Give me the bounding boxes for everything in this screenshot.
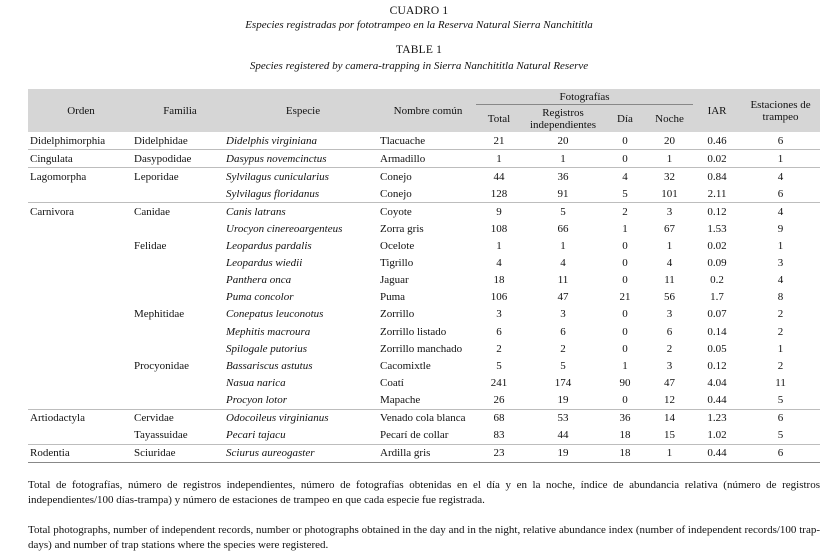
cell-orden: Lagomorpha <box>28 168 134 186</box>
cell-registros: 47 <box>557 291 569 304</box>
cell-nombre-comun: Coatí <box>380 376 404 389</box>
header-nombre-comun: Nombre común <box>380 89 476 132</box>
cell-orden <box>28 255 134 272</box>
cell-dia: 2 <box>604 203 646 221</box>
cell-orden <box>28 220 134 237</box>
cell-estaciones: 6 <box>741 444 820 462</box>
cell-estaciones: 5 <box>777 429 784 442</box>
table-row <box>28 340 820 357</box>
cell-familia: Didelphidae <box>134 134 188 147</box>
cell-registros: 174 <box>554 376 572 389</box>
cell-noche: 4 <box>666 257 673 270</box>
cell-registros: 19 <box>522 444 604 462</box>
header-fotografias: Fotografías <box>476 89 693 105</box>
cell-noche: 67 <box>664 223 676 236</box>
table-row <box>28 357 820 374</box>
cell-orden <box>28 238 134 255</box>
cell-noche: 12 <box>664 393 676 406</box>
cell-dia: 90 <box>619 376 631 389</box>
cell-dia: 21 <box>619 291 631 304</box>
cell-noche: 11 <box>664 274 675 287</box>
cell-nombre-comun: Mapache <box>380 393 421 406</box>
cell-especie: Dasypus novemcinctus <box>226 150 380 168</box>
cell-iar: 0.09 <box>707 257 727 270</box>
table-body <box>28 132 820 462</box>
cell-orden <box>28 185 134 203</box>
table-title: Species registered by camera-trapping in Sierra Nanchititla Natural Reserve <box>249 60 589 72</box>
cell-total: 9 <box>476 203 522 221</box>
cell-noche: 1 <box>646 444 693 462</box>
cell-iar: 0.12 <box>693 203 741 221</box>
cell-noche: 1 <box>646 150 693 168</box>
cell-familia: Cervidae <box>134 409 226 427</box>
table-row <box>28 374 820 391</box>
cell-nombre-comun: Zorra gris <box>380 223 424 236</box>
cell-noche: 2 <box>666 342 673 355</box>
cell-familia: Canidae <box>134 203 226 221</box>
cell-estaciones: 1 <box>777 240 784 253</box>
cell-iar: 0.05 <box>707 342 727 355</box>
cell-iar: 2.11 <box>707 187 727 200</box>
cell-total: 6 <box>496 325 502 338</box>
header-total: Total <box>476 105 522 133</box>
cell-noche: 56 <box>664 291 676 304</box>
cell-iar: 0.14 <box>707 325 727 338</box>
cell-iar: 0.07 <box>707 308 727 321</box>
cell-familia <box>134 289 226 306</box>
cell-estaciones: 4 <box>741 203 820 221</box>
cell-especie: Pecari tajacu <box>226 429 286 442</box>
cell-noche: 3 <box>646 203 693 221</box>
cell-estaciones: 6 <box>777 134 784 147</box>
cell-noche: 6 <box>666 325 673 338</box>
cell-familia: Dasypodidae <box>134 150 226 168</box>
table-row <box>28 132 820 150</box>
cell-dia: 0 <box>622 257 628 270</box>
cell-especie: Sylvilagus floridanus <box>226 187 320 200</box>
cell-familia <box>134 323 226 340</box>
cell-familia <box>134 391 226 409</box>
cell-nombre-comun: Tigrillo <box>380 257 414 270</box>
cell-familia <box>134 220 226 237</box>
cell-dia: 36 <box>604 409 646 427</box>
cell-total: 44 <box>476 168 522 186</box>
cell-total: 3 <box>496 308 502 321</box>
cell-registros: 5 <box>560 359 566 372</box>
cell-noche: 47 <box>664 376 676 389</box>
cell-nombre-comun: Zorrillo listado <box>380 325 447 338</box>
cell-total: 18 <box>493 274 505 287</box>
cell-nombre-comun: Pecarí de collar <box>380 429 449 442</box>
cell-total: 26 <box>493 393 505 406</box>
table-row <box>28 203 820 221</box>
cell-dia: 0 <box>622 274 628 287</box>
cell-especie: Nasua narica <box>226 376 286 389</box>
cell-total: 2 <box>496 342 502 355</box>
cell-familia <box>134 185 226 203</box>
cell-nombre-comun: Zorrillo manchado <box>380 342 463 355</box>
table-row <box>28 409 820 427</box>
cell-registros: 11 <box>557 274 569 287</box>
species-table <box>28 89 820 463</box>
cell-especie: Canis latrans <box>226 203 380 221</box>
cell-orden <box>28 357 134 374</box>
cell-registros: 66 <box>557 223 569 236</box>
cell-registros: 36 <box>522 168 604 186</box>
cell-total: 83 <box>493 429 505 442</box>
cell-estaciones: 2 <box>777 325 784 338</box>
cell-nombre-comun: Cacomixtle <box>380 359 431 372</box>
cell-estaciones: 5 <box>777 393 784 406</box>
cell-especie: Spilogale putorius <box>226 342 307 355</box>
cell-orden <box>28 427 134 445</box>
header-estaciones: Estaciones de trampeo <box>741 89 820 132</box>
cell-nombre-comun: Armadillo <box>380 150 476 168</box>
cell-especie: Leopardus wiedii <box>226 257 303 270</box>
cell-familia <box>134 340 226 357</box>
cell-nombre-comun: Conejo <box>380 187 412 200</box>
cell-dia: 0 <box>622 308 628 321</box>
cell-estaciones: 2 <box>777 359 784 372</box>
cell-registros: 1 <box>522 150 604 168</box>
cell-iar: 0.02 <box>707 240 727 253</box>
cell-noche: 1 <box>666 240 673 253</box>
cell-dia: 18 <box>604 444 646 462</box>
cell-iar: 0.84 <box>693 168 741 186</box>
header-iar: IAR <box>693 89 741 132</box>
cell-dia: 1 <box>622 359 628 372</box>
cell-familia <box>134 255 226 272</box>
cell-familia: Leporidae <box>134 168 226 186</box>
cell-registros: 44 <box>557 429 569 442</box>
cell-nombre-comun: Puma <box>380 291 406 304</box>
cell-orden <box>28 374 134 391</box>
cell-orden: Artiodactyla <box>28 409 134 427</box>
cell-familia: Procyonidae <box>134 359 189 372</box>
table-row <box>28 238 820 255</box>
cell-nombre-comun: Coyote <box>380 203 476 221</box>
cell-nombre-comun: Jaguar <box>380 274 409 287</box>
cell-orden: Carnivora <box>28 203 134 221</box>
cuadro-label: CUADRO 1 <box>389 5 449 17</box>
cell-estaciones: 1 <box>741 150 820 168</box>
header-especie: Especie <box>226 89 380 132</box>
cell-dia: 0 <box>622 325 628 338</box>
table-row <box>28 255 820 272</box>
cell-orden <box>28 323 134 340</box>
table-row <box>28 306 820 323</box>
cell-total: 108 <box>490 223 508 236</box>
cell-total: 106 <box>490 291 508 304</box>
cell-total: 23 <box>476 444 522 462</box>
cell-registros: 1 <box>560 240 566 253</box>
table-row <box>28 289 820 306</box>
cell-especie: Panthera onca <box>226 274 292 287</box>
table-row <box>28 427 820 445</box>
cell-total: 1 <box>476 150 522 168</box>
cell-registros: 19 <box>557 393 569 406</box>
cell-total: 5 <box>496 359 502 372</box>
cell-nombre-comun: Ardilla gris <box>380 444 476 462</box>
cell-especie: Puma concolor <box>226 291 294 304</box>
cell-estaciones: 9 <box>777 223 784 236</box>
cell-iar: 0.2 <box>710 274 724 287</box>
cell-nombre-comun: Tlacuache <box>380 134 426 147</box>
cell-iar: 0.44 <box>693 444 741 462</box>
cell-dia: 5 <box>622 187 628 200</box>
cell-nombre-comun: Conejo <box>380 168 476 186</box>
cell-noche: 32 <box>646 168 693 186</box>
cell-especie: Sciurus aureogaster <box>226 444 380 462</box>
cell-total: 4 <box>496 257 502 270</box>
cell-estaciones: 8 <box>777 291 784 304</box>
cell-orden <box>28 340 134 357</box>
cell-especie: Procyon lotor <box>226 393 287 406</box>
cell-total: 21 <box>493 134 505 147</box>
cell-especie: Mephitis macroura <box>226 325 311 338</box>
cuadro-title: Especies registradas por fototrampeo en la Reserva Natural Sierra Nanchititla <box>245 19 593 31</box>
cell-especie: Bassariscus astutus <box>226 359 313 372</box>
cell-iar: 1.23 <box>693 409 741 427</box>
header-registros: Registros independientes <box>522 105 604 133</box>
cell-total: 128 <box>490 187 508 200</box>
cell-iar: 1.53 <box>707 223 727 236</box>
cell-especie: Urocyon cinereoargenteus <box>226 223 343 236</box>
table-row <box>28 220 820 237</box>
note-spanish: Total de fotografías, número de registros independientes, número de fotografías obtenidas en el día y en la noche, índice de abundancia relativa (número de registros independientes/100 días-trampa) y número de estaciones de trampeo en que cada especie fue registrada. <box>28 479 820 506</box>
cell-estaciones: 6 <box>777 187 784 200</box>
cell-estaciones: 6 <box>741 409 820 427</box>
cell-registros: 6 <box>560 325 566 338</box>
cell-orden <box>28 391 134 409</box>
cell-registros: 2 <box>560 342 566 355</box>
cell-registros: 3 <box>560 308 566 321</box>
cell-nombre-comun: Ocelote <box>380 240 415 253</box>
cell-registros: 53 <box>522 409 604 427</box>
cell-dia: 0 <box>622 240 628 253</box>
cell-registros: 4 <box>560 257 566 270</box>
cell-familia: Sciuridae <box>134 444 226 462</box>
cell-total: 1 <box>496 240 502 253</box>
cell-orden <box>28 306 134 323</box>
cell-nombre-comun: Venado cola blanca <box>380 409 476 427</box>
cell-estaciones: 2 <box>777 308 784 321</box>
table-row <box>28 150 820 168</box>
cell-iar: 0.44 <box>707 393 727 406</box>
cell-dia: 0 <box>622 393 628 406</box>
cell-iar: 1.02 <box>707 429 727 442</box>
cell-especie: Sylvilagus cunicularius <box>226 168 380 186</box>
cell-registros: 5 <box>522 203 604 221</box>
cell-orden <box>28 272 134 289</box>
header-familia: Familia <box>134 89 226 132</box>
table-row <box>28 444 820 462</box>
cell-registros: 91 <box>557 187 569 200</box>
table-row <box>28 185 820 203</box>
cell-especie: Odocoileus virginianus <box>226 409 380 427</box>
cell-familia: Tayassuidae <box>134 429 188 442</box>
cell-estaciones: 11 <box>775 376 786 389</box>
header-noche: Noche <box>646 105 693 133</box>
header-dia: Día <box>604 105 646 133</box>
cell-iar: 0.12 <box>707 359 727 372</box>
cell-familia <box>134 374 226 391</box>
cell-dia: 0 <box>622 134 628 147</box>
cell-iar: 1.7 <box>710 291 724 304</box>
table-label: TABLE 1 <box>395 44 443 56</box>
cell-noche: 3 <box>666 359 673 372</box>
cell-especie: Leopardus pardalis <box>226 240 312 253</box>
cell-familia <box>134 272 226 289</box>
cell-especie: Conepatus leuconotus <box>226 308 324 321</box>
cell-dia: 4 <box>604 168 646 186</box>
cell-orden: Rodentia <box>28 444 134 462</box>
cell-nombre-comun: Zorrillo <box>380 308 415 321</box>
cell-total: 68 <box>476 409 522 427</box>
cell-registros: 20 <box>557 134 569 147</box>
cell-estaciones: 4 <box>741 168 820 186</box>
cell-estaciones: 4 <box>777 274 784 287</box>
cell-familia: Mephitidae <box>134 308 185 321</box>
cell-total: 241 <box>490 376 508 389</box>
cell-dia: 18 <box>619 429 631 442</box>
cell-iar: 0.46 <box>707 134 727 147</box>
cell-noche: 14 <box>646 409 693 427</box>
cell-dia: 0 <box>604 150 646 168</box>
cell-noche: 15 <box>664 429 676 442</box>
cell-orden: Cingulata <box>28 150 134 168</box>
cell-estaciones: 3 <box>777 257 784 270</box>
cell-noche: 3 <box>666 308 673 321</box>
header-orden: Orden <box>28 89 134 132</box>
cell-estaciones: 1 <box>777 342 784 355</box>
cell-noche: 20 <box>664 134 676 147</box>
cell-dia: 0 <box>622 342 628 355</box>
cell-dia: 1 <box>622 223 628 236</box>
cell-noche: 101 <box>661 187 678 200</box>
table-row <box>28 391 820 409</box>
cell-orden: Didelphimorphia <box>30 134 106 147</box>
cell-familia: Felidae <box>134 240 167 253</box>
cell-orden <box>28 289 134 306</box>
cell-iar: 4.04 <box>707 376 727 389</box>
cell-especie: Didelphis virginiana <box>226 134 317 147</box>
table-row <box>28 168 820 186</box>
table-row <box>28 323 820 340</box>
table-row <box>28 272 820 289</box>
note-english: Total photographs, number of independent records, number or photographs obtained in the day and in the night, relative abundance index (number of independent records/100 trap-days) and number of trap stations where the species were registered. <box>28 524 820 551</box>
cell-iar: 0.02 <box>693 150 741 168</box>
